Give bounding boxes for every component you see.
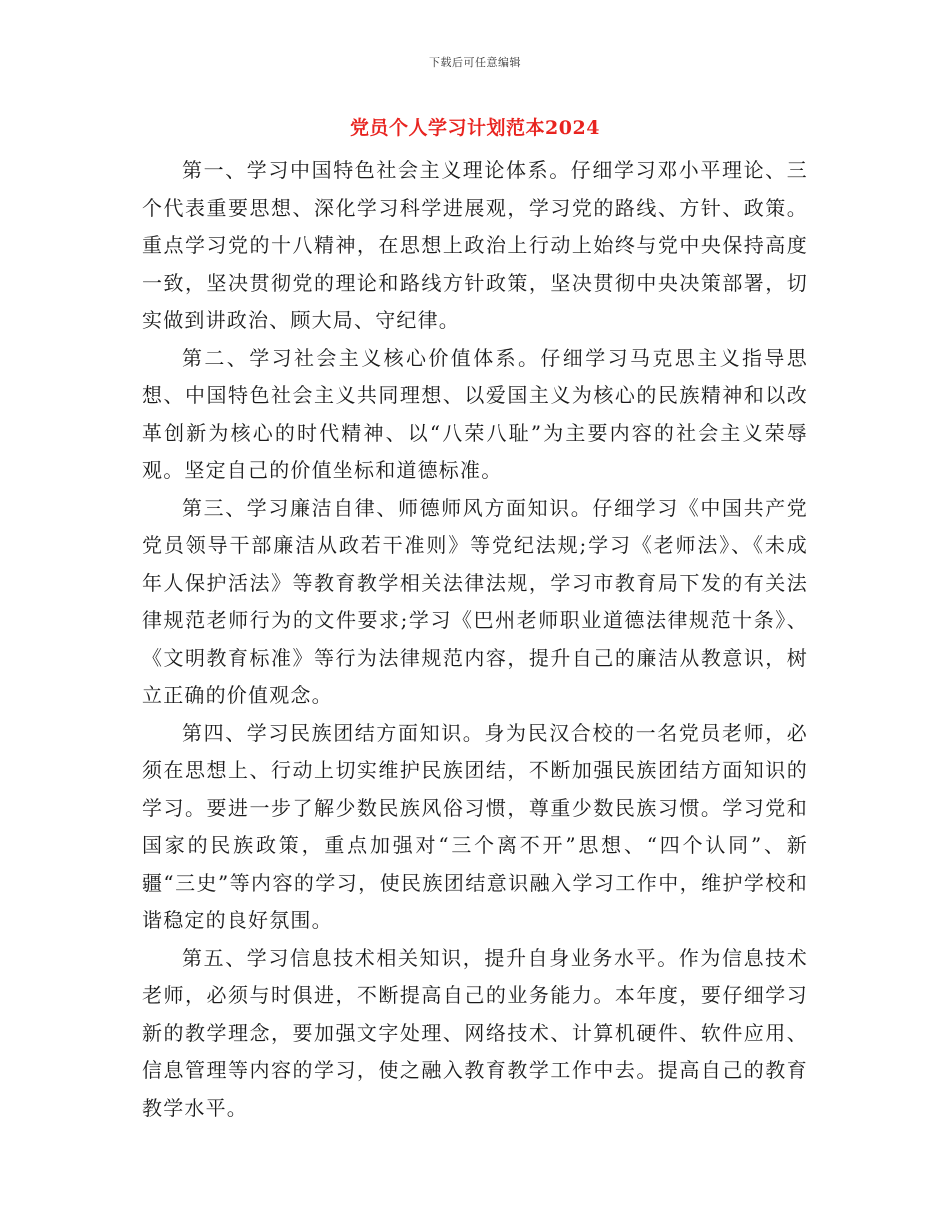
header-note: 下载后可任意编辑: [429, 56, 521, 69]
paragraph-3: 第三、学习廉洁自律、师德师风方面知识。仔细学习《中国共产党党员领导干部廉洁从政若干准则》等党纪法规;学习《老师法》、《未成年人保护活法》等教育教学相关法律法规，学习市教育局下发的有关法律规范老师行为的文件要求;学习《巴州老师职业道德法律规范十条》、《文明教育标准》等行为法律规范内容，提升自己的廉洁从教意识，树立正确的价值观念。: [142, 495, 808, 707]
document-title: 党员个人学习计划范本2024: [350, 117, 600, 139]
paragraph-5: 第五、学习信息技术相关知识，提升自身业务水平。作为信息技术老师，必须与时俱进，不断提高自己的业务能力。本年度，要仔细学习新的教学理念，要加强文字处理、网络技术、计算机硬件、软件应用、信息管理等内容的学习，使之融入教育教学工作中去。提高自己的教育教学水平。: [142, 945, 808, 1120]
paragraph-1: 第一、学习中国特色社会主义理论体系。仔细学习邓小平理论、三个代表重要思想、深化学习科学进展观，学习党的路线、方针、政策。重点学习党的十八精神，在思想上政治上行动上始终与党中央保持高度一致，坚决贯彻党的理论和路线方针政策，坚决贯彻中央决策部署，切实做到讲政治、顾大局、守纪律。: [142, 158, 808, 332]
paragraph-2: 第二、学习社会主义核心价值体系。仔细学习马克思主义指导思想、中国特色社会主义共同理想、以爱国主义为核心的民族精神和以改革创新为核心的时代精神、以“八荣八耻”为主要内容的社会主义荣辱观。坚定自己的价值坐标和道德标准。: [142, 345, 808, 482]
document-body: [142, 152, 808, 1127]
paragraph-4: 第四、学习民族团结方面知识。身为民汉合校的一名党员老师，必须在思想上、行动上切实维护民族团结，不断加强民族团结方面知识的学习。要进一步了解少数民族风俗习惯，尊重少数民族习惯。学习党和国家的民族政策，重点加强对“三个离不开”思想、“四个认同”、新疆“三史”等内容的学习，使民族团结意识融入学习工作中，维护学校和谐稳定的良好氛围。: [142, 720, 808, 932]
